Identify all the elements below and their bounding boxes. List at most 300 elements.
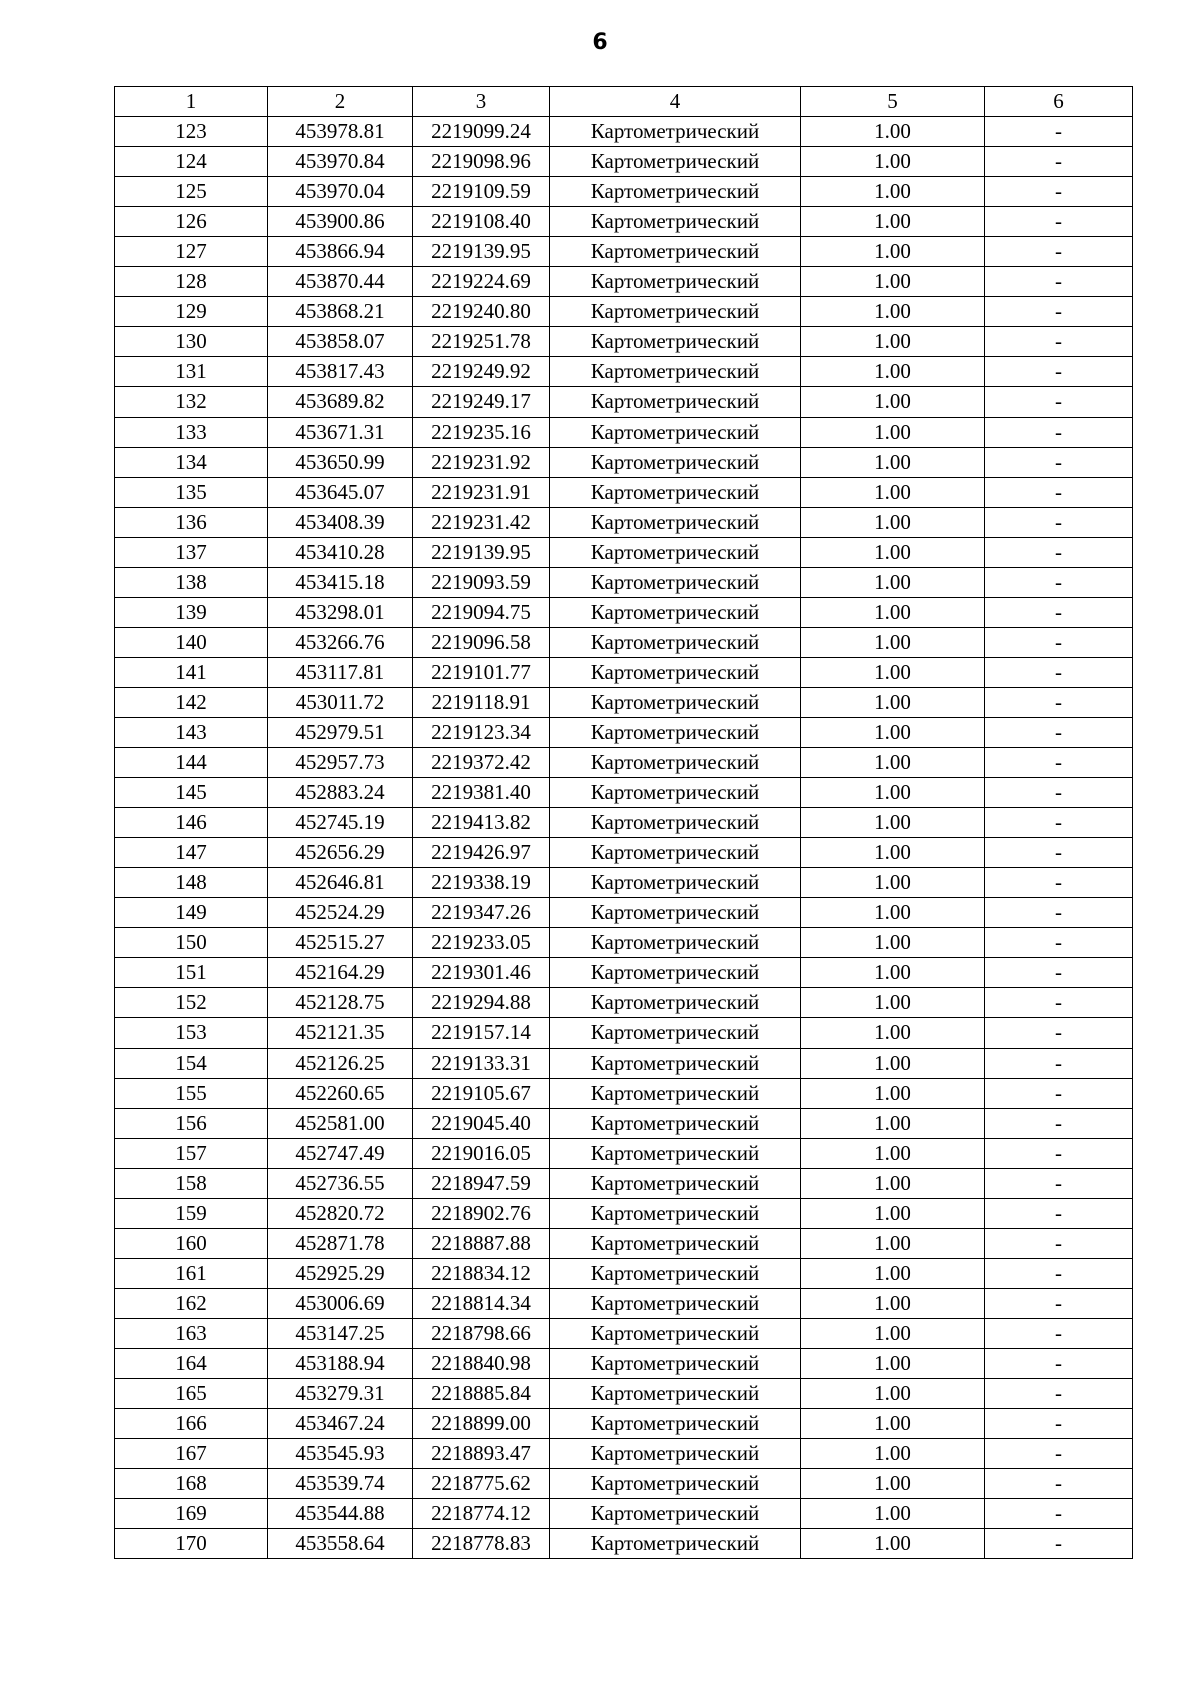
point-number-cell: 150 xyxy=(115,928,268,958)
table-row xyxy=(115,928,1133,958)
y-coordinate-cell: 2218887.88 xyxy=(413,1228,550,1258)
y-coordinate-cell: 2218774.12 xyxy=(413,1499,550,1529)
x-coordinate-cell: 453117.81 xyxy=(268,657,413,687)
accuracy-cell: 1.00 xyxy=(801,1108,985,1138)
table-row xyxy=(115,748,1133,778)
y-coordinate-cell: 2218885.84 xyxy=(413,1379,550,1409)
x-coordinate-cell: 452260.65 xyxy=(268,1078,413,1108)
x-coordinate-cell: 453410.28 xyxy=(268,537,413,567)
description-cell: - xyxy=(985,868,1133,898)
point-number-cell: 152 xyxy=(115,988,268,1018)
y-coordinate-cell: 2219098.96 xyxy=(413,147,550,177)
table-row xyxy=(115,717,1133,747)
table-row xyxy=(115,687,1133,717)
y-coordinate-cell: 2219231.91 xyxy=(413,477,550,507)
table-row xyxy=(115,868,1133,898)
method-cell: Картометрический xyxy=(550,1439,801,1469)
method-cell: Картометрический xyxy=(550,417,801,447)
x-coordinate-cell: 453645.07 xyxy=(268,477,413,507)
point-number-cell: 132 xyxy=(115,387,268,417)
table-row xyxy=(115,297,1133,327)
accuracy-cell: 1.00 xyxy=(801,1048,985,1078)
x-coordinate-cell: 452736.55 xyxy=(268,1168,413,1198)
table-row xyxy=(115,597,1133,627)
point-number-cell: 154 xyxy=(115,1048,268,1078)
table-row xyxy=(115,808,1133,838)
table-row xyxy=(115,1078,1133,1108)
table-row xyxy=(115,1258,1133,1288)
accuracy-cell: 1.00 xyxy=(801,117,985,147)
point-number-cell: 144 xyxy=(115,748,268,778)
accuracy-cell: 1.00 xyxy=(801,567,985,597)
accuracy-cell: 1.00 xyxy=(801,1469,985,1499)
accuracy-cell: 1.00 xyxy=(801,357,985,387)
point-number-cell: 163 xyxy=(115,1318,268,1348)
accuracy-cell: 1.00 xyxy=(801,477,985,507)
accuracy-cell: 1.00 xyxy=(801,207,985,237)
accuracy-cell: 1.00 xyxy=(801,687,985,717)
y-coordinate-cell: 2219123.34 xyxy=(413,717,550,747)
table-row xyxy=(115,1198,1133,1228)
description-cell: - xyxy=(985,808,1133,838)
description-cell: - xyxy=(985,627,1133,657)
method-cell: Картометрический xyxy=(550,988,801,1018)
point-number-cell: 141 xyxy=(115,657,268,687)
y-coordinate-cell: 2219240.80 xyxy=(413,297,550,327)
table-row xyxy=(115,1108,1133,1138)
point-number-cell: 153 xyxy=(115,1018,268,1048)
description-cell: - xyxy=(985,447,1133,477)
point-number-cell: 139 xyxy=(115,597,268,627)
x-coordinate-cell: 453650.99 xyxy=(268,447,413,477)
point-number-cell: 134 xyxy=(115,447,268,477)
x-coordinate-cell: 453870.44 xyxy=(268,267,413,297)
accuracy-cell: 1.00 xyxy=(801,147,985,177)
method-cell: Картометрический xyxy=(550,597,801,627)
table-row xyxy=(115,1048,1133,1078)
table-row xyxy=(115,1439,1133,1469)
method-cell: Картометрический xyxy=(550,687,801,717)
x-coordinate-cell: 453006.69 xyxy=(268,1288,413,1318)
y-coordinate-cell: 2219093.59 xyxy=(413,567,550,597)
description-cell: - xyxy=(985,567,1133,597)
x-coordinate-cell: 452121.35 xyxy=(268,1018,413,1048)
description-cell: - xyxy=(985,147,1133,177)
y-coordinate-cell: 2219338.19 xyxy=(413,868,550,898)
table-row xyxy=(115,1168,1133,1198)
x-coordinate-cell: 452128.75 xyxy=(268,988,413,1018)
accuracy-cell: 1.00 xyxy=(801,387,985,417)
description-cell: - xyxy=(985,1379,1133,1409)
x-coordinate-cell: 452646.81 xyxy=(268,868,413,898)
x-coordinate-cell: 453689.82 xyxy=(268,387,413,417)
description-cell: - xyxy=(985,507,1133,537)
table-row xyxy=(115,447,1133,477)
point-number-cell: 137 xyxy=(115,537,268,567)
x-coordinate-cell: 452925.29 xyxy=(268,1258,413,1288)
method-cell: Картометрический xyxy=(550,1288,801,1318)
description-cell: - xyxy=(985,1168,1133,1198)
x-coordinate-cell: 453266.76 xyxy=(268,627,413,657)
point-number-cell: 151 xyxy=(115,958,268,988)
y-coordinate-cell: 2218814.34 xyxy=(413,1288,550,1318)
method-cell: Картометрический xyxy=(550,207,801,237)
y-coordinate-cell: 2218899.00 xyxy=(413,1409,550,1439)
method-cell: Картометрический xyxy=(550,898,801,928)
table-row xyxy=(115,627,1133,657)
y-coordinate-cell: 2219094.75 xyxy=(413,597,550,627)
method-cell: Картометрический xyxy=(550,387,801,417)
description-cell: - xyxy=(985,717,1133,747)
accuracy-cell: 1.00 xyxy=(801,1078,985,1108)
description-cell: - xyxy=(985,1469,1133,1499)
method-cell: Картометрический xyxy=(550,1529,801,1559)
method-cell: Картометрический xyxy=(550,297,801,327)
description-cell: - xyxy=(985,1499,1133,1529)
method-cell: Картометрический xyxy=(550,177,801,207)
y-coordinate-cell: 2219118.91 xyxy=(413,687,550,717)
accuracy-cell: 1.00 xyxy=(801,988,985,1018)
point-number-cell: 169 xyxy=(115,1499,268,1529)
y-coordinate-cell: 2219249.92 xyxy=(413,357,550,387)
method-cell: Картометрический xyxy=(550,147,801,177)
point-number-cell: 138 xyxy=(115,567,268,597)
table-row xyxy=(115,207,1133,237)
y-coordinate-cell: 2219101.77 xyxy=(413,657,550,687)
y-coordinate-cell: 2219235.16 xyxy=(413,417,550,447)
accuracy-cell: 1.00 xyxy=(801,177,985,207)
description-cell: - xyxy=(985,1318,1133,1348)
y-coordinate-cell: 2219233.05 xyxy=(413,928,550,958)
point-number-cell: 156 xyxy=(115,1108,268,1138)
table-row xyxy=(115,778,1133,808)
accuracy-cell: 1.00 xyxy=(801,1258,985,1288)
description-cell: - xyxy=(985,1348,1133,1378)
point-number-cell: 142 xyxy=(115,687,268,717)
description-cell: - xyxy=(985,1409,1133,1439)
description-cell: - xyxy=(985,477,1133,507)
point-number-cell: 161 xyxy=(115,1258,268,1288)
table-row xyxy=(115,177,1133,207)
table-row xyxy=(115,1529,1133,1559)
point-number-cell: 128 xyxy=(115,267,268,297)
description-cell: - xyxy=(985,1439,1133,1469)
point-number-cell: 130 xyxy=(115,327,268,357)
method-cell: Картометрический xyxy=(550,1168,801,1198)
y-coordinate-cell: 2218778.83 xyxy=(413,1529,550,1559)
point-number-cell: 127 xyxy=(115,237,268,267)
x-coordinate-cell: 453544.88 xyxy=(268,1499,413,1529)
page-number: 6 xyxy=(592,30,608,55)
method-cell: Картометрический xyxy=(550,627,801,657)
y-coordinate-cell: 2219045.40 xyxy=(413,1108,550,1138)
accuracy-cell: 1.00 xyxy=(801,928,985,958)
x-coordinate-cell: 452883.24 xyxy=(268,778,413,808)
y-coordinate-cell: 2219099.24 xyxy=(413,117,550,147)
description-cell: - xyxy=(985,778,1133,808)
accuracy-cell: 1.00 xyxy=(801,898,985,928)
x-coordinate-cell: 453866.94 xyxy=(268,237,413,267)
table-row xyxy=(115,1228,1133,1258)
y-coordinate-cell: 2219413.82 xyxy=(413,808,550,838)
x-coordinate-cell: 453900.86 xyxy=(268,207,413,237)
method-cell: Картометрический xyxy=(550,507,801,537)
accuracy-cell: 1.00 xyxy=(801,657,985,687)
header-cell: 6 xyxy=(985,87,1133,117)
table-row xyxy=(115,898,1133,928)
description-cell: - xyxy=(985,537,1133,567)
x-coordinate-cell: 452581.00 xyxy=(268,1108,413,1138)
table-row xyxy=(115,147,1133,177)
point-number-cell: 168 xyxy=(115,1469,268,1499)
x-coordinate-cell: 452524.29 xyxy=(268,898,413,928)
point-number-cell: 143 xyxy=(115,717,268,747)
accuracy-cell: 1.00 xyxy=(801,717,985,747)
point-number-cell: 125 xyxy=(115,177,268,207)
method-cell: Картометрический xyxy=(550,958,801,988)
description-cell: - xyxy=(985,387,1133,417)
y-coordinate-cell: 2219096.58 xyxy=(413,627,550,657)
point-number-cell: 123 xyxy=(115,117,268,147)
x-coordinate-cell: 453011.72 xyxy=(268,687,413,717)
x-coordinate-cell: 453545.93 xyxy=(268,1439,413,1469)
point-number-cell: 149 xyxy=(115,898,268,928)
y-coordinate-cell: 2218840.98 xyxy=(413,1348,550,1378)
method-cell: Картометрический xyxy=(550,1138,801,1168)
table-row xyxy=(115,387,1133,417)
y-coordinate-cell: 2219108.40 xyxy=(413,207,550,237)
method-cell: Картометрический xyxy=(550,657,801,687)
accuracy-cell: 1.00 xyxy=(801,597,985,627)
description-cell: - xyxy=(985,898,1133,928)
x-coordinate-cell: 453467.24 xyxy=(268,1409,413,1439)
accuracy-cell: 1.00 xyxy=(801,1018,985,1048)
method-cell: Картометрический xyxy=(550,868,801,898)
point-number-cell: 164 xyxy=(115,1348,268,1378)
table-row xyxy=(115,1379,1133,1409)
header-cell: 3 xyxy=(413,87,550,117)
method-cell: Картометрический xyxy=(550,477,801,507)
x-coordinate-cell: 452820.72 xyxy=(268,1198,413,1228)
method-cell: Картометрический xyxy=(550,748,801,778)
description-cell: - xyxy=(985,327,1133,357)
table-row xyxy=(115,838,1133,868)
accuracy-cell: 1.00 xyxy=(801,237,985,267)
x-coordinate-cell: 453858.07 xyxy=(268,327,413,357)
x-coordinate-cell: 452957.73 xyxy=(268,748,413,778)
accuracy-cell: 1.00 xyxy=(801,297,985,327)
table-header xyxy=(115,87,1133,117)
accuracy-cell: 1.00 xyxy=(801,1138,985,1168)
point-number-cell: 167 xyxy=(115,1439,268,1469)
x-coordinate-cell: 453539.74 xyxy=(268,1469,413,1499)
header-cell: 5 xyxy=(801,87,985,117)
point-number-cell: 124 xyxy=(115,147,268,177)
y-coordinate-cell: 2219105.67 xyxy=(413,1078,550,1108)
table-row xyxy=(115,1138,1133,1168)
point-number-cell: 147 xyxy=(115,838,268,868)
method-cell: Картометрический xyxy=(550,1048,801,1078)
x-coordinate-cell: 452979.51 xyxy=(268,717,413,747)
table-row xyxy=(115,477,1133,507)
method-cell: Картометрический xyxy=(550,1108,801,1138)
description-cell: - xyxy=(985,1048,1133,1078)
accuracy-cell: 1.00 xyxy=(801,1348,985,1378)
method-cell: Картометрический xyxy=(550,778,801,808)
y-coordinate-cell: 2219381.40 xyxy=(413,778,550,808)
accuracy-cell: 1.00 xyxy=(801,958,985,988)
description-cell: - xyxy=(985,657,1133,687)
accuracy-cell: 1.00 xyxy=(801,267,985,297)
y-coordinate-cell: 2218893.47 xyxy=(413,1439,550,1469)
accuracy-cell: 1.00 xyxy=(801,868,985,898)
method-cell: Картометрический xyxy=(550,1469,801,1499)
point-number-cell: 146 xyxy=(115,808,268,838)
table-body xyxy=(115,117,1133,1559)
x-coordinate-cell: 453978.81 xyxy=(268,117,413,147)
accuracy-cell: 1.00 xyxy=(801,778,985,808)
point-number-cell: 131 xyxy=(115,357,268,387)
accuracy-cell: 1.00 xyxy=(801,1439,985,1469)
y-coordinate-cell: 2219426.97 xyxy=(413,838,550,868)
y-coordinate-cell: 2219139.95 xyxy=(413,537,550,567)
y-coordinate-cell: 2218798.66 xyxy=(413,1318,550,1348)
x-coordinate-cell: 453408.39 xyxy=(268,507,413,537)
y-coordinate-cell: 2219016.05 xyxy=(413,1138,550,1168)
accuracy-cell: 1.00 xyxy=(801,507,985,537)
x-coordinate-cell: 452745.19 xyxy=(268,808,413,838)
y-coordinate-cell: 2219224.69 xyxy=(413,267,550,297)
table-row xyxy=(115,1469,1133,1499)
table-row xyxy=(115,327,1133,357)
description-cell: - xyxy=(985,237,1133,267)
x-coordinate-cell: 453279.31 xyxy=(268,1379,413,1409)
description-cell: - xyxy=(985,687,1133,717)
point-number-cell: 170 xyxy=(115,1529,268,1559)
accuracy-cell: 1.00 xyxy=(801,1318,985,1348)
method-cell: Картометрический xyxy=(550,537,801,567)
method-cell: Картометрический xyxy=(550,1258,801,1288)
method-cell: Картометрический xyxy=(550,327,801,357)
accuracy-cell: 1.00 xyxy=(801,447,985,477)
accuracy-cell: 1.00 xyxy=(801,327,985,357)
y-coordinate-cell: 2219347.26 xyxy=(413,898,550,928)
y-coordinate-cell: 2219372.42 xyxy=(413,748,550,778)
point-number-cell: 155 xyxy=(115,1078,268,1108)
description-cell: - xyxy=(985,1529,1133,1559)
y-coordinate-cell: 2219251.78 xyxy=(413,327,550,357)
method-cell: Картометрический xyxy=(550,1078,801,1108)
accuracy-cell: 1.00 xyxy=(801,537,985,567)
method-cell: Картометрический xyxy=(550,1348,801,1378)
method-cell: Картометрический xyxy=(550,567,801,597)
method-cell: Картометрический xyxy=(550,838,801,868)
description-cell: - xyxy=(985,417,1133,447)
accuracy-cell: 1.00 xyxy=(801,1409,985,1439)
method-cell: Картометрический xyxy=(550,1379,801,1409)
description-cell: - xyxy=(985,177,1133,207)
y-coordinate-cell: 2219139.95 xyxy=(413,237,550,267)
y-coordinate-cell: 2219301.46 xyxy=(413,958,550,988)
x-coordinate-cell: 452656.29 xyxy=(268,838,413,868)
method-cell: Картометрический xyxy=(550,1318,801,1348)
point-number-cell: 159 xyxy=(115,1198,268,1228)
point-number-cell: 140 xyxy=(115,627,268,657)
y-coordinate-cell: 2218834.12 xyxy=(413,1258,550,1288)
point-number-cell: 160 xyxy=(115,1228,268,1258)
accuracy-cell: 1.00 xyxy=(801,1379,985,1409)
accuracy-cell: 1.00 xyxy=(801,1228,985,1258)
method-cell: Картометрический xyxy=(550,1198,801,1228)
method-cell: Картометрический xyxy=(550,1499,801,1529)
accuracy-cell: 1.00 xyxy=(801,1168,985,1198)
table-row xyxy=(115,1409,1133,1439)
table-row xyxy=(115,1018,1133,1048)
table-row xyxy=(115,1348,1133,1378)
x-coordinate-cell: 452515.27 xyxy=(268,928,413,958)
point-number-cell: 162 xyxy=(115,1288,268,1318)
point-number-cell: 166 xyxy=(115,1409,268,1439)
accuracy-cell: 1.00 xyxy=(801,627,985,657)
description-cell: - xyxy=(985,357,1133,387)
table-row xyxy=(115,988,1133,1018)
y-coordinate-cell: 2218947.59 xyxy=(413,1168,550,1198)
table-row xyxy=(115,567,1133,597)
y-coordinate-cell: 2219294.88 xyxy=(413,988,550,1018)
header-cell: 2 xyxy=(268,87,413,117)
x-coordinate-cell: 453868.21 xyxy=(268,297,413,327)
y-coordinate-cell: 2219231.42 xyxy=(413,507,550,537)
point-number-cell: 148 xyxy=(115,868,268,898)
table-row xyxy=(115,1318,1133,1348)
accuracy-cell: 1.00 xyxy=(801,808,985,838)
header-cell: 1 xyxy=(115,87,268,117)
method-cell: Картометрический xyxy=(550,1409,801,1439)
table-row xyxy=(115,357,1133,387)
description-cell: - xyxy=(985,1258,1133,1288)
description-cell: - xyxy=(985,958,1133,988)
coordinates-table xyxy=(114,86,1133,1559)
point-number-cell: 135 xyxy=(115,477,268,507)
method-cell: Картометрический xyxy=(550,237,801,267)
description-cell: - xyxy=(985,1108,1133,1138)
x-coordinate-cell: 453817.43 xyxy=(268,357,413,387)
method-cell: Картометрический xyxy=(550,1018,801,1048)
x-coordinate-cell: 453970.04 xyxy=(268,177,413,207)
description-cell: - xyxy=(985,988,1133,1018)
accuracy-cell: 1.00 xyxy=(801,748,985,778)
y-coordinate-cell: 2219231.92 xyxy=(413,447,550,477)
x-coordinate-cell: 453970.84 xyxy=(268,147,413,177)
description-cell: - xyxy=(985,838,1133,868)
header-row xyxy=(115,87,1133,117)
point-number-cell: 145 xyxy=(115,778,268,808)
description-cell: - xyxy=(985,748,1133,778)
y-coordinate-cell: 2218902.76 xyxy=(413,1198,550,1228)
method-cell: Картометрический xyxy=(550,808,801,838)
description-cell: - xyxy=(985,297,1133,327)
table-row xyxy=(115,417,1133,447)
description-cell: - xyxy=(985,1078,1133,1108)
x-coordinate-cell: 452747.49 xyxy=(268,1138,413,1168)
x-coordinate-cell: 453671.31 xyxy=(268,417,413,447)
accuracy-cell: 1.00 xyxy=(801,1198,985,1228)
point-number-cell: 129 xyxy=(115,297,268,327)
y-coordinate-cell: 2219133.31 xyxy=(413,1048,550,1078)
description-cell: - xyxy=(985,1288,1133,1318)
x-coordinate-cell: 452164.29 xyxy=(268,958,413,988)
method-cell: Картометрический xyxy=(550,357,801,387)
